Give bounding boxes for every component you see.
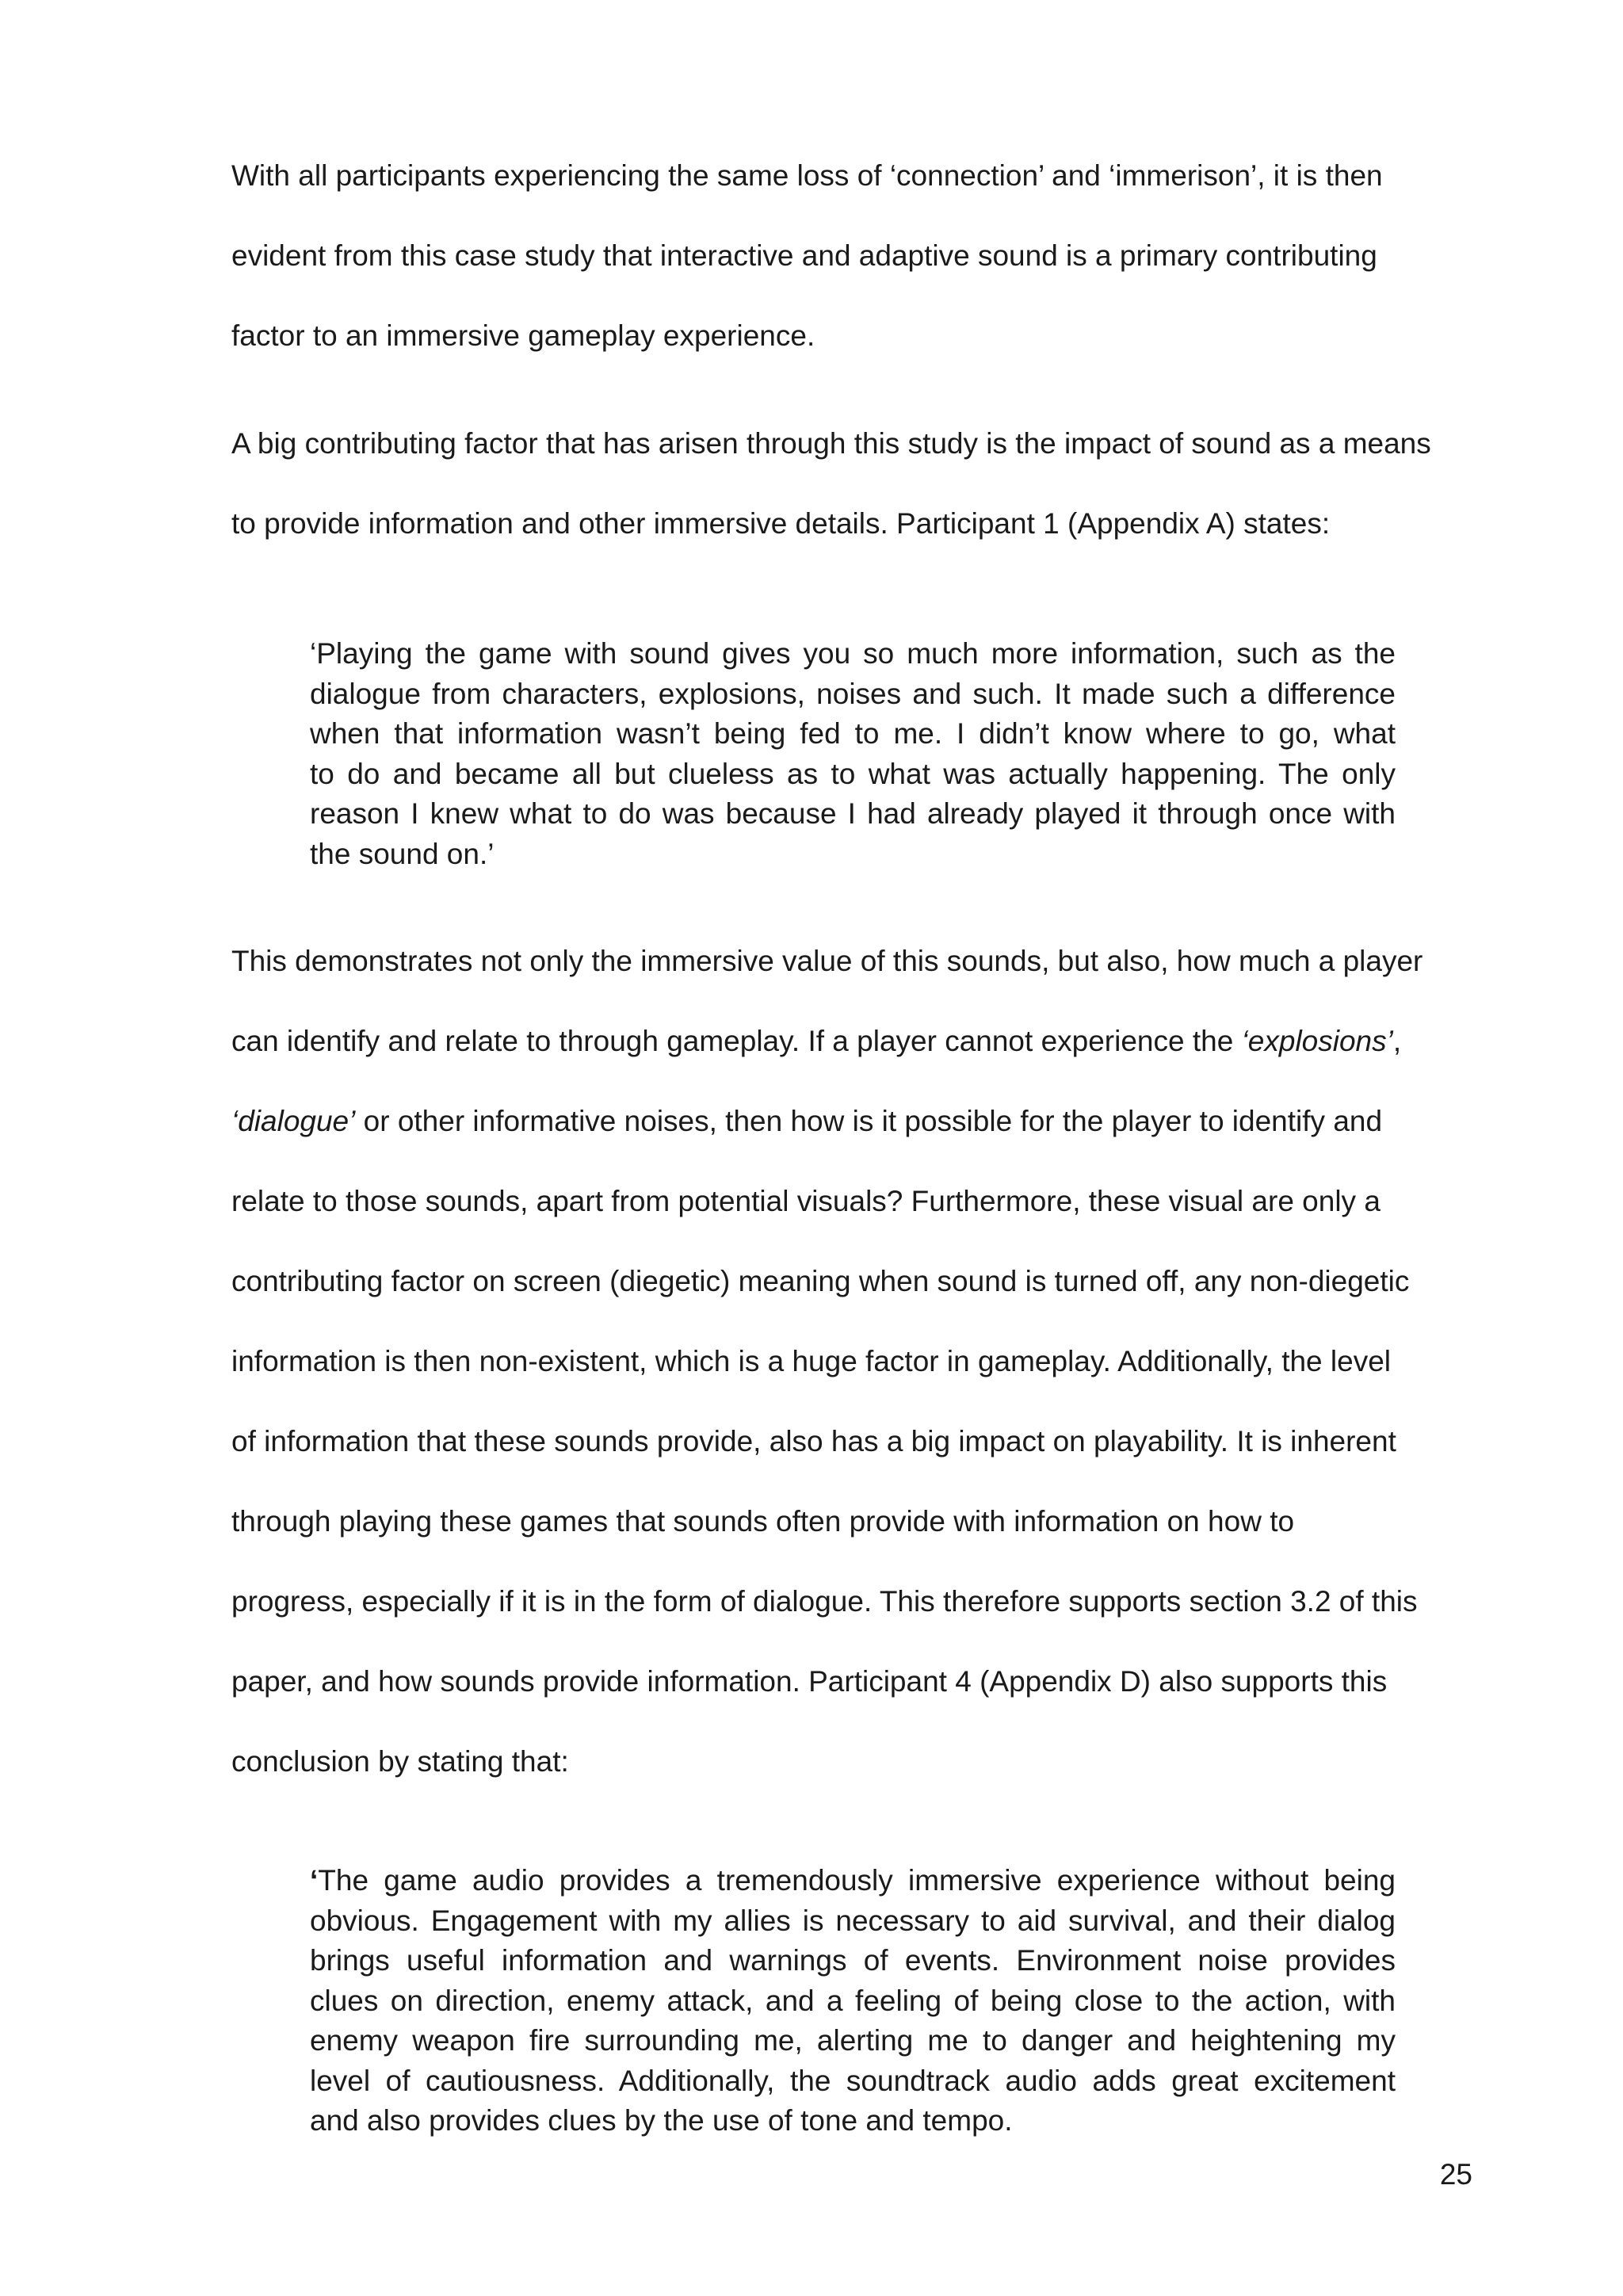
body-text: , <box>1392 1025 1402 1057</box>
page-number: 25 <box>1439 2158 1472 2191</box>
quote-line: clues on direction, enemy attack, and a feeling of being close to the action, with <box>310 1984 1396 2017</box>
body-text-line: evident from this case study that interactive and adaptive sound is a primary contributing <box>231 239 1377 272</box>
body-text-line: contributing factor on screen (diegetic) meaning when sound is turned off, any non-diegetic <box>231 1265 1410 1297</box>
body-text-line: relate to those sounds, apart from potential visuals? Furthermore, these visual are only a <box>231 1185 1381 1217</box>
body-text-line <box>231 1104 1382 1139</box>
quote-line: enemy weapon fire surrounding me, alerting me to danger and heightening my <box>310 2024 1396 2057</box>
body-text-line: to provide information and other immersive details. Participant 1 (Appendix A) states: <box>231 507 1331 540</box>
body-text-line: A big contributing factor that has arisen through this study is the impact of sound as a means <box>231 427 1431 460</box>
quote-line: obvious. Engagement with my allies is necessary to aid survival, and their dialog <box>310 1904 1396 1937</box>
body-text: can identify and relate to through gameplay. If a player cannot experience the <box>231 1025 1242 1057</box>
quote-text: The game audio provides a tremendously immersive experience without being <box>318 1864 1396 1897</box>
body-text: or other informative noises, then how is it possible for the player to identify and <box>355 1105 1383 1137</box>
body-text-line: progress, especially if it is in the form of dialogue. This therefore supports section 3.2 of this <box>231 1585 1418 1618</box>
block-quote <box>310 634 1396 874</box>
emphasis-text: ‘explosions’ <box>1241 1025 1393 1057</box>
quote-line: reason I knew what to do was because I had already played it through once with <box>310 797 1396 830</box>
body-text-line <box>231 1024 1401 1059</box>
quote-line: to do and became all but clueless as to what was actually happening. The only <box>310 757 1396 790</box>
quote-line: when that information wasn’t being fed to me. I didn’t know where to go, what <box>310 717 1396 750</box>
quote-line: the sound on.’ <box>310 837 495 870</box>
body-text-line: conclusion by stating that: <box>231 1745 569 1778</box>
quote-line: and also provides clues by the use of tone and tempo. <box>310 2104 1013 2137</box>
quote-open-mark: ‘ <box>310 1864 319 1897</box>
quote-line: dialogue from characters, explosions, noises and such. It made such a difference <box>310 677 1396 710</box>
block-quote <box>310 1861 1396 2141</box>
quote-line: level of cautiousness. Additionally, the soundtrack audio adds great excitement <box>310 2064 1396 2097</box>
body-text-line: through playing these games that sounds often provide with information on how to <box>231 1505 1295 1538</box>
quote-line <box>310 1861 1396 1901</box>
body-text-line: information is then non-existent, which is a huge factor in gameplay. Additionally, the level <box>231 1345 1391 1377</box>
quote-line: ‘Playing the game with sound gives you so much more information, such as the <box>310 637 1396 670</box>
body-text-line: This demonstrates not only the immersive value of this sounds, but also, how much a player <box>231 945 1423 977</box>
body-text-line: factor to an immersive gameplay experience. <box>231 319 815 352</box>
emphasis-text: ‘dialogue’ <box>231 1105 356 1137</box>
body-text-line: of information that these sounds provide, also has a big impact on playability. It is inherent <box>231 1425 1396 1457</box>
body-text-line: paper, and how sounds provide information. Participant 4 (Appendix D) also supports this <box>231 1665 1388 1698</box>
quote-line: brings useful information and warnings of events. Environment noise provides <box>310 1944 1396 1977</box>
body-text-line: With all participants experiencing the same loss of ‘connection’ and ‘immerison’, it is then <box>231 159 1383 192</box>
